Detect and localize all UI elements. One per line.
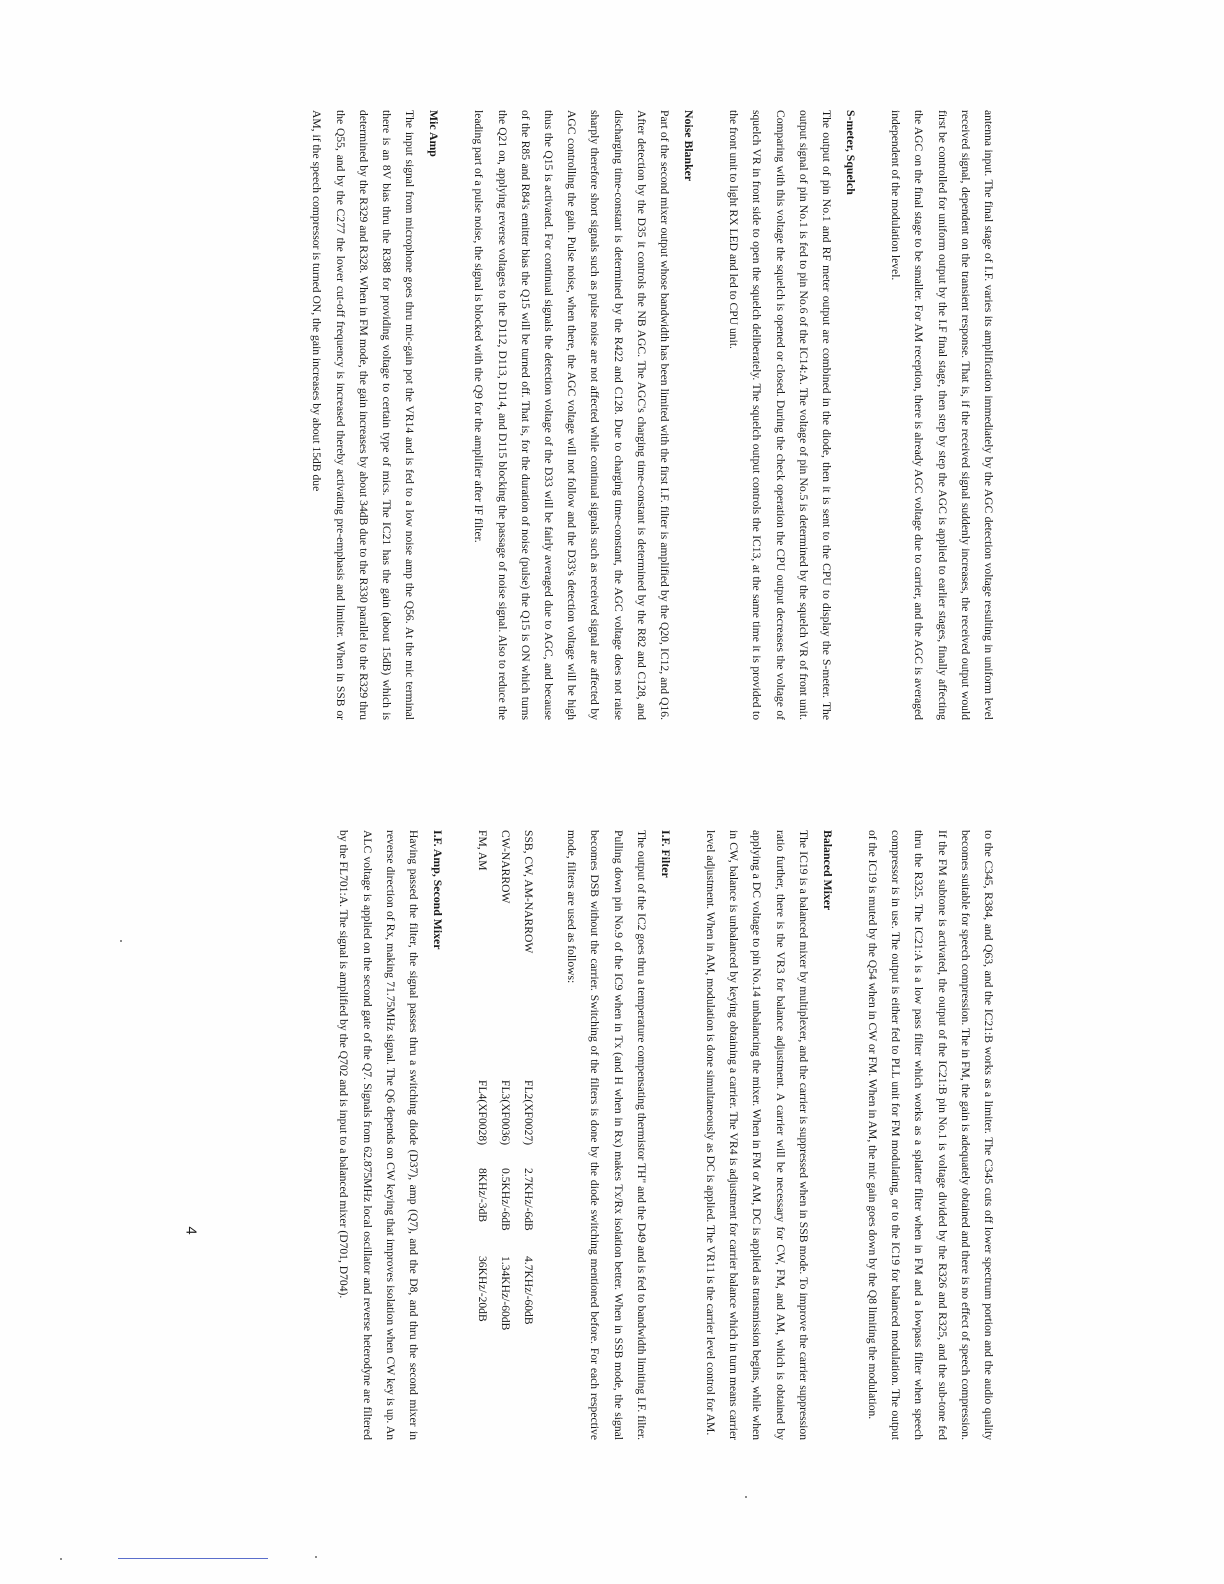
continued-paragraph: to the C345, R384, and Q63, and the IC21:B works as a limiter. The C345 cuts off lower spectrum portion and the audio quality becomes suitable for speech compression. The in FM, the gain is adequately obtained and there is no effect of speech compression. If the FM subtone is activated, the output of the IC21:B pin No.1 is voltage divided by the R326 and R325, and the sub-tone fed thru the R325. The IC21:A is a low pass filter which works as a splatter filter when in FM and a lowpass filter when speech compressor is in use. The output is either fed to PLL unit for FM modulating, or to the IC19 for balanced modulation. The output of the IC19 is muted by the Q54 when in CW or FM. When in AM, the mic gain goes down by the Q8 limiting the modulation.	[865, 830, 995, 1440]
squelch-heading: S-meter, Squelch	[843, 110, 858, 195]
page-number: 4	[182, 1226, 200, 1235]
filter-spec2: 1.34KHz/-60dB	[498, 1256, 512, 1331]
if-filter-paragraph: The output of the IC2 goes thru a temperature compensating thermistor TH" and the D49 and is fed to bandwidth limiting I.F. filter. Pulling down pin No.9 of the IC9 when in Tx (and H when in Rx) makes Tx/Rx isolation better. When in SSB mode, the signal becomes DSB without the carrier. Switching of the filters is done by the diode switching mentioned before. For each respective mode, filters are used as follows:	[565, 830, 648, 1440]
noise-blanker-paragraph: Part of the second mixer output whose bandwidth has been limited with the first I.F. filter is amplified by the Q20, IC12, and Q16. After detection by the D35 it controls the NB AGC. The AGC's charging time-constant is determined by the R82 and C128, and discharging time-constant is determined by the R422 and C128. Due to charging time-constant, the AGC voltage does not raise sharply therefore short signals such as pulse noise are not affected while continual signals such as received signal are affected by AGC controlling the gain. Pulse noise, when there, the AGC voltage will not follow and the D33's detection voltage will be high thus the Q15 is activated. For continual signals the detection voltage of the D33 will be fairly averaged due to AGC, and because of the R85 and R84's emitter bias the Q15 will be turned off. That is, for the duration of noise (pulse) the Q15 is ON which turns the Q21 on, applying reverse voltages to the D112, D113, D114, and D115 blocking the passage of noise signal. Also to reduce the leading part of a pulse noise, the signal is blocked with the Q9 for the amplifier after IF filter.	[472, 110, 671, 720]
noise-blanker-heading: Noise Blanker	[681, 110, 696, 182]
second-mixer-paragraph: Having passed the filter, the signal passes thru a switching diode (D37), amp (Q7), and the D8, and thru the second mixer in reverse direction of Rx, making 71.75MHz signal. The Q6 depends on CW keying that improves isolation when CW key is up. An ALC voltage is applied on the second gate of the Q7. Signals from 62.875MHz local oscillator and reverse heterodyne are filtered by the FL701:A. The signal is amplified by the Q702 and is input to a balanced mixer (D701, D704).	[337, 830, 420, 1440]
filter-spec1: 0.5KHz/-6dB	[498, 1168, 512, 1231]
filter-spec1: 2.7KHz/-6dB	[521, 1168, 535, 1231]
filter-mode: CW-NARROW	[498, 830, 512, 904]
squelch-paragraph: The output of pin No.1 and RF meter output are combined in the diode, then it is sent to the CPU to display the S-meter. The output signal of pin No.1 is fed to pin No.6 of the IC14:A. The voltage of pin No.5 is determined by the squelch VR of front unit. Comparing with this voltage the squelch is opened or closed. During the check operation the CPU output decreases the voltage of squelch VR in front side to open the squelch deliberately. The squelch output controls the IC13, at the same time it is provided to the front unit to light RX LED and led to CPU unit.	[727, 110, 833, 720]
filter-spec2: 4.7KHz/-60dB	[521, 1256, 535, 1325]
scan-speck	[60, 1558, 62, 1560]
right-column	[332, 830, 1000, 1440]
filter-table	[471, 830, 540, 1440]
filter-row	[517, 830, 540, 1440]
rotated-text-body	[240, 110, 1000, 1490]
footer-rule	[118, 1558, 268, 1559]
filter-mode: SSB, CW, AM-NARROW	[521, 830, 535, 954]
filter-row	[494, 830, 517, 1440]
second-mixer-heading: I.F. Amp, Second Mixer	[430, 830, 445, 950]
scan-speck	[120, 940, 122, 942]
mic-amp-heading: Mic Amp	[427, 110, 442, 157]
scan-speck	[315, 1556, 317, 1558]
scan-speck	[745, 1496, 747, 1498]
balanced-mixer-heading: Balanced Mixer	[820, 830, 835, 911]
intro-paragraph: antenna input. The final stage of I.F. varies its amplification immediately by the AGC detection voltage resulting in uniform level received signal, dependent on the transient response. That is, if the received signal suddenly increases, the received output would first be controlled for uniform output by the I.F final stage, then step by step the AGC is applied to earlier stages, finally affecting the AGC on the final stage to be smaller. For AM reception, there is already AGC voltage due to carrier, and the AGC is averaged independent of the modulation level.	[889, 110, 995, 720]
filter-part: FL3(XF0036)	[498, 1080, 512, 1146]
filter-spec2: 36KHz/-20dB	[475, 1256, 489, 1322]
filter-part: FL2(XF0027)	[521, 1080, 535, 1146]
mic-amp-paragraph: The input signal from microphone goes thru mic-gain pot the VR14 and is fed to a low noise amp the Q56. At the mic terminal there is an 8V bias thru the R388 for providing voltage to certain type of mics. The IC21 has the gain (about 15dB) which is determined by the R329 and R328. When in FM mode, the gain increases by about 34dB due to the R330 parallel to the R329 thru the Q55, and by the C277 the lower cut-off frequency is increased thereby activating pre-emphasis and limiter. When in SSB or AM, if the speech compressor is turned ON, the gain increases by about 15dB due	[310, 110, 417, 720]
if-filter-heading: I.F. Filter	[658, 830, 673, 878]
filter-part: FL4(XF0028)	[475, 1080, 489, 1146]
filter-row	[471, 830, 494, 1440]
left-column	[305, 110, 1000, 720]
filter-mode: FM, AM	[475, 830, 489, 871]
filter-spec1: 8KHz/-3dB	[475, 1168, 489, 1223]
balanced-mixer-paragraph: The IC19 is a balanced mixer by multiplexer, and the carrier is suppressed when in SSB mode. To improve the carrier suppression ratio further, there is the VR3 for balance adjustment. A carrier will be necessary for CW, FM, and AM, which is obtained by applying a DC voltage to pin No.14 unbalancing the mixer. When in FM or AM, DC is applied as transmission begins, while when in CW, balance is unbalanced by keying obtaining a carrier. The VR4 is adjustment for carrier balance which in turn means carrier level adjustment. When in AM, modulation is done simultaneously as DC is applied. The VR11 is the carrier level control for AM.	[703, 830, 810, 1440]
